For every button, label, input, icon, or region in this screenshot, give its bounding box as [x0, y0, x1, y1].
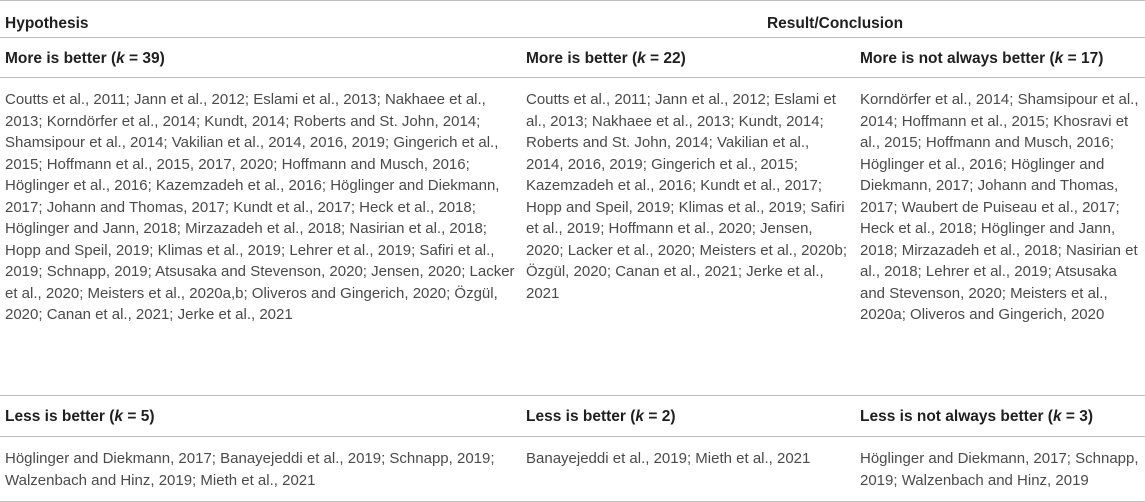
less-result-better-label: Less is better (k = 2) — [520, 396, 850, 437]
more-hypothesis-label: More is better (k = 39) — [0, 38, 520, 78]
more-section-header-row — [0, 38, 1145, 78]
more-result-better-label: More is better (k = 22) — [520, 38, 850, 78]
less-result-not-references: Höglinger and Diekmann, 2017; Schnapp, 2019; Walzenbach and Hinz, 2019 — [850, 437, 1145, 502]
less-section-body-row — [0, 437, 1145, 502]
less-result-not-label: Less is not always better (k = 3) — [850, 396, 1145, 437]
result-column-header: Result/Conclusion — [520, 1, 1145, 38]
less-hypothesis-label: Less is better (k = 5) — [0, 396, 520, 437]
more-result-not-label: More is not always better (k = 17) — [850, 38, 1145, 78]
more-result-not-references: Korndörfer et al., 2014; Shamsipour et al., 2014; Hoffmann et al., 2015; Khosravi et al., 2015; Hoffmann and Musch, 2016; Höglinger et al., 2016; Höglinger and Diekmann, 2017; Johann and Thomas, 2017; Waubert de Puiseau et al., 2017; Heck et al., 2018; Höglinger and Jann, 2018; Mirzazadeh et al., 2018; Nasirian et al., 2018; Lehrer et al., 2019; Atsusaka and Stevenson, 2020; Meisters et al., 2020a; Oliveros and Gingerich, 2020 — [850, 78, 1145, 396]
more-section-body-row — [0, 78, 1145, 396]
more-hypothesis-references: Coutts et al., 2011; Jann et al., 2012; Eslami et al., 2013; Nakhaee et al., 2013; Korndörfer et al., 2014; Kundt, 2014; Roberts and St. John, 2014; Shamsipour et al., 2014; Vakilian et al., 2014, 2016, 2019; Gingerich et al., 2015; Hoffmann et al., 2015, 2017, 2020; Hoffmann and Musch, 2016; Höglinger et al., 2016; Kazemzadeh et al., 2016; Höglinger and Diekmann, 2017; Johann and Thomas, 2017; Kundt et al., 2017; Heck et al., 2018; Höglinger and Jann, 2018; Mirzazadeh et al., 2018; Nasirian et al., 2018; Hopp and Speil, 2019; Klimas et al., 2019; Lehrer et al., 2019; Safiri et al., 2019; Schnapp, 2019; Atsusaka and Stevenson, 2020; Jensen, 2020; Lacker et al., 2020; Meisters et al., 2020a,b; Oliveros and Gingerich, 2020; Özgül, 2020; Canan et al., 2021; Jerke et al., 2021 — [0, 78, 520, 396]
less-hypothesis-references: Höglinger and Diekmann, 2017; Banayejeddi et al., 2019; Schnapp, 2019; Walzenbach and Hinz, 2019; Mieth et al., 2021 — [0, 437, 520, 502]
less-section-header-row — [0, 396, 1145, 437]
hypothesis-column-header: Hypothesis — [0, 1, 520, 38]
less-result-better-references: Banayejeddi et al., 2019; Mieth et al., 2021 — [520, 437, 850, 502]
header-row — [0, 1, 1145, 38]
more-result-better-references: Coutts et al., 2011; Jann et al., 2012; Eslami et al., 2013; Nakhaee et al., 2013; Kundt, 2014; Roberts and St. John, 2014; Vakilian et al., 2014, 2016, 2019; Gingerich et al., 2015; Kazemzadeh et al., 2016; Kundt et al., 2017; Hopp and Speil, 2019; Klimas et al., 2019; Safiri et al., 2019; Hoffmann et al., 2020; Jensen, 2020; Lacker et al., 2020; Meisters et al., 2020b; Özgül, 2020; Canan et al., 2021; Jerke et al., 2021 — [520, 78, 850, 396]
